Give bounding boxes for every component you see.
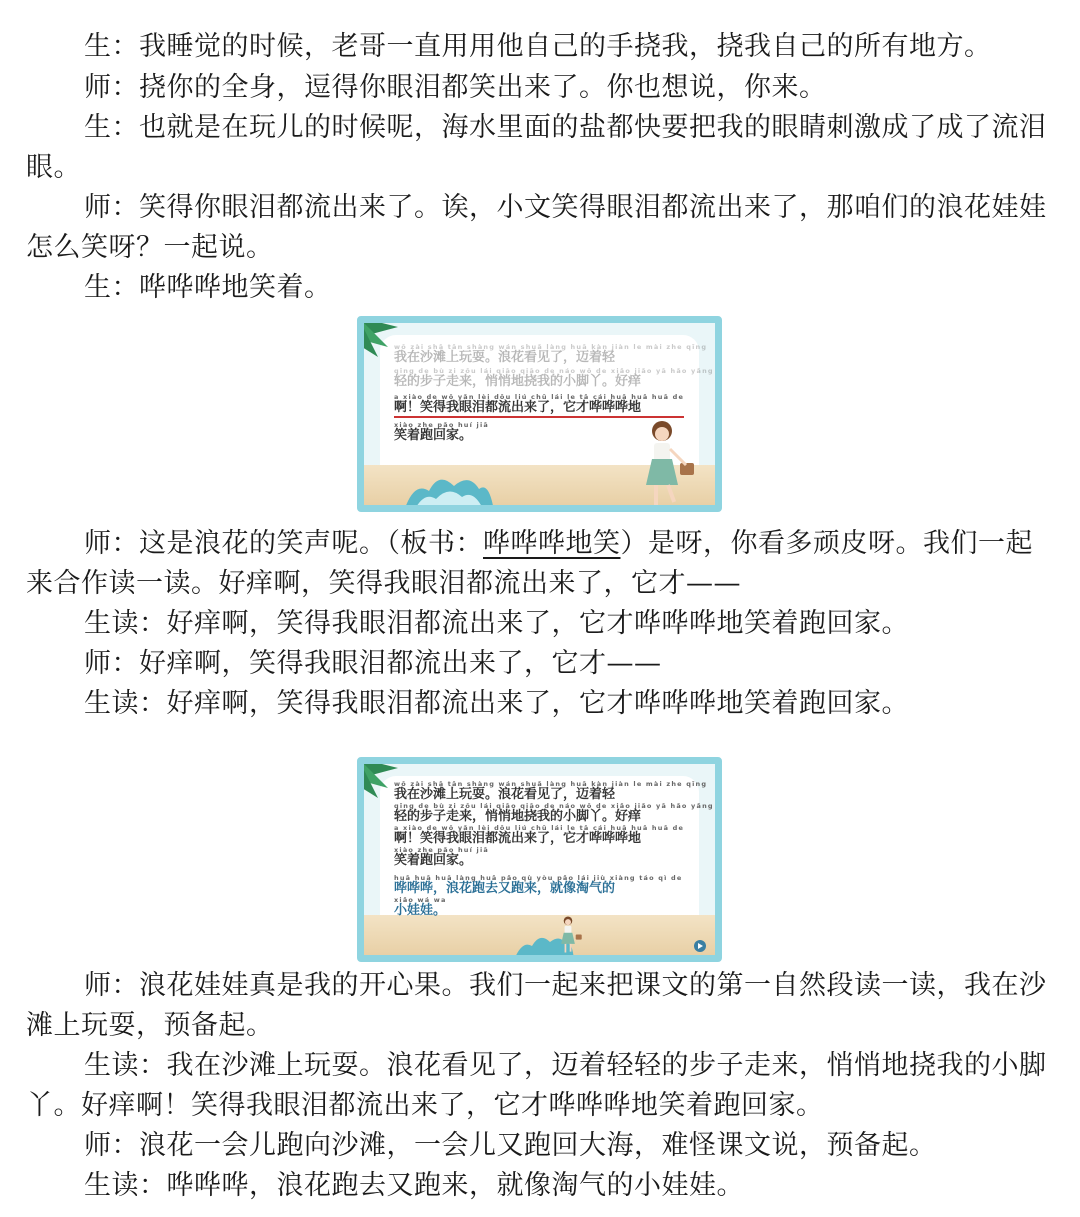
slide1-pinyin-3: a xiào de wǒ yǎn lèi dōu liú chū lái le tā cái huā huā huā de (394, 393, 685, 401)
girl-illustration-icon (556, 914, 586, 958)
paragraph-teacher-3 (26, 524, 1056, 604)
paragraph-student-3: 生：哗哗哗地笑着。 (84, 272, 332, 303)
girl-illustration-icon (634, 419, 704, 512)
slide2-pinyin-6: xiǎo wá wa (394, 896, 447, 904)
board-writing: 哗哗哗地笑 (483, 528, 621, 559)
slide2-line-2: 轻的步子走来，悄悄地挠我的小脚丫。好痒 (394, 809, 642, 824)
paragraph-student-read-1: 生读：好痒啊，笑得我眼泪都流出来了，它才哗哗哗地笑着跑回家。 (84, 608, 909, 639)
paragraph-student-1: 生：我睡觉的时候，老哥一直用用他自己的手挠我，挠我自己的所有地方。 (84, 31, 992, 62)
paragraph-teacher-6: 师：浪花一会儿跑向沙滩，一会儿又跑回大海，难怪课文说，预备起。 (84, 1130, 937, 1161)
slide1-line-2: 轻的步子走来，悄悄地挠我的小脚丫。好痒 (394, 374, 642, 389)
slide1-pinyin-2: qīng de bù zi zǒu lái qiāo qiāo de náo wǒ de xiǎo jiǎo yā hǎo yǎng (394, 367, 714, 375)
slide2-pinyin-2: qīng de bù zi zǒu lái qiāo qiāo de náo wǒ de xiǎo jiǎo yā hǎo yǎng (394, 802, 714, 810)
slide2-line-3: 啊！笑得我眼泪都流出来了，它才哗哗哗地 (394, 831, 642, 846)
paragraph-teacher-5: 师：浪花娃娃真是我的开心果。我们一起来把课文的第一自然段读一读，我在沙滩上玩耍，预备起。 (26, 970, 1047, 1041)
slide2-line-6: 小娃娃。 (394, 903, 447, 918)
slide2-pinyin-3: a xiào de wǒ yǎn lèi dōu liú chū lái le tā cái huā huā huā de (394, 824, 685, 832)
play-button-icon[interactable] (694, 940, 706, 952)
paragraph-teacher-2: 师：笑得你眼泪都流出来了。诶，小文笑得眼泪都流出来了，那咱们的浪花娃娃怎么笑呀？一起说。 (26, 192, 1047, 263)
wave-icon (404, 471, 494, 511)
lesson-slide-1 (357, 316, 722, 512)
slide1-line-3: 啊！笑得我眼泪都流出来了，它才哗哗哗地 (394, 401, 684, 418)
paragraph-student-2: 生：也就是在玩儿的时候呢，海水里面的盐都快要把我的眼睛刺激成了成了流泪眼。 (26, 112, 1047, 183)
paragraph-student-read-3: 生读：我在沙滩上玩耍。浪花看见了，迈着轻轻的步子走来，悄悄地挠我的小脚丫。好痒啊！笑得我眼泪都流出来了，它才哗哗哗地笑着跑回家。 (26, 1050, 1047, 1121)
slide2-line-4: 笑着跑回家。 (394, 853, 473, 868)
slide2-line-5: 哗哗哗，浪花跑去又跑来，就像淘气的 (394, 881, 616, 896)
lesson-slide-2 (357, 757, 722, 962)
slide1-line-1: 我在沙滩上玩耍。浪花看见了，迈着轻 (394, 350, 616, 365)
paragraph-teacher-3-end: ）是呀，你看多顽皮呀。我们一起来合作读一读。好痒啊，笑得我眼泪都流出来了，它才—— (26, 528, 1033, 599)
paragraph-student-read-2: 生读：好痒啊，笑得我眼泪都流出来了，它才哗哗哗地笑着跑回家。 (84, 688, 909, 719)
paragraph-student-read-4: 生读：哗哗哗，浪花跑去又跑来，就像淘气的小娃娃。 (84, 1170, 744, 1201)
slide1-pinyin-1: wǒ zài shā tān shàng wán shuǎ làng huā kàn jiàn le mài zhe qīng (394, 343, 708, 351)
paragraph-teacher-4: 师：好痒啊，笑得我眼泪都流出来了，它才—— (84, 648, 662, 679)
slide2-pinyin-5: huā huā huā làng huā pǎo qù yòu pǎo lái jiù xiàng táo qì de (394, 874, 683, 882)
slide1-pinyin-4: xiào zhe pǎo huí jiā (394, 421, 489, 429)
paragraph-teacher-1: 师：挠你的全身，逗得你眼泪都笑出来了。你也想说，你来。 (84, 72, 827, 103)
slide2-line-1: 我在沙滩上玩耍。浪花看见了，迈着轻 (394, 787, 616, 802)
slide1-line-4: 笑着跑回家。 (394, 428, 473, 443)
paragraph-teacher-3-start: 师：这是浪花的笑声呢。（板书： (84, 528, 483, 559)
slide2-pinyin-1: wǒ zài shā tān shàng wán shuǎ làng huā kàn jiàn le mài zhe qīng (394, 780, 708, 788)
slide2-pinyin-4: xiào zhe pǎo huí jiā (394, 846, 489, 854)
